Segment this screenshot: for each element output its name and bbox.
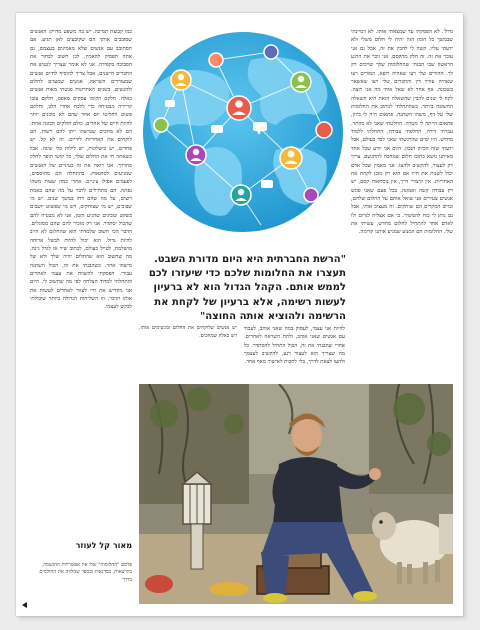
arrow-left-icon[interactable] <box>22 602 27 608</box>
pull-quote: "הרשת החברתית היא היום מדורת השבט. תעצרו את החלומות שלכם כדי שיעזרו לכם לממש אותם. הקהל הגדול הוא לא ברעיון לעשות רשימה, אלא ברעיון של לקחת את הרשימה ולהוציא אותה החוצה" <box>148 254 346 322</box>
author-byline: מאור קל לעוזר <box>75 541 132 550</box>
article-body-left-column: כמו קבוצת תמיכה. יש בה משפט מדויק: האנשים שסובבים אותך הם שקובעים לאן תגיע. אם תסתובב עם אנשים שלא מאמינים בעצמם, גם אתה תפסיק להאמין. לכן חשוב לבחור את הסביבה בקפידה. אני לא אומר שצריך לנטוש את החברים הישנים, אבל צריך להוסיף לחיים אנשים שמעוררים השראה, אנשים שמעזים לחלום ולהגשים. בשנים האחרונות פגשתי מאות אנשים כאלה. חלקם הקימו עסקים מאפס, חלקם עזבו קריירה מבטיחה כדי ללכת אחרי הלב, וחלקם פשוט החליטו יום אחד שהם לא מוכנים יותר לחיות חיים של אחרים. כולם חולקים תכונה אחת: הם לא מחכים שמישהו ייתן להם רשות. הם לוקחים את האחריות לידיים. זה לא קל. יש פחדים, יש כישלונות, יש לילות בלי שינה. אבל כשאתה חי את החלום שלך, כל קושי הופך לחלק מהדרך. אני רואה את זה בעיניים של האנשים שמגיעים לסדנאות. בהתחלה הם מהוססים, לפעמים אפילו ציניים. אחרי כמה שעות משהו נפתח. הם מתחילים לדבר על מה שהם באמת רוצים, על מה שהם דחו במשך שנים. יש מי שבוכים, יש מי שצוחקים, ויש מי שפשוט יושבים בשקט ומבינים שהגיע הזמן. אני לא מבטיח להם שהכול יסתדר. אני רק מזכיר להם שהם מסוגלים. הדבר הכי חשוב שלמדתי הוא שהחלום לא חייב להיות גדול. הוא יכול להיות לבשל ארוחה מושלמת, לטייל בעולם, לכתוב שיר או לגדל גינה. מה שחשוב הוא שהחלום יהיה שלך ולא של מישהו אחר. כשהבנתי את זה, הכול השתנה עבורי. הפסקתי להשוות את עצמי לאחרים והתחלתי למדוד הצלחה לפי מה שחשוב לי. היום אני מקדיש את חיי לעזור לאחרים לעשות את אותו הדבר, וזו השליחות הגדולה ביותר שיכולתי לבקש לעצמי. <box>30 29 132 311</box>
article-body-middle-right-column: להיות אני עצמי, לעסוק במה שאני אוהב, לעבוד עם אנשים שאני אוהב, ולתת השראה לאחרים. אחרי שהבנתי את זה, הכול התחיל להסתדר. כל מה שצריך הוא לעצור רגע, להקשיב לעצמך ולהעז לצאת לדרך, בלי לחכות לאישור מאף אחד. <box>244 326 345 366</box>
article-body-middle-left-column: יש אנשים שלוקחים את החלום ומגשימים אותו, ויש כאלה שמחכים. <box>139 325 237 339</box>
author-note: פרסם "החלומות" שלו את אפשרויות ההגשמה, בהרצאות, בסדנאות ובספר שמלווה את החולמים בדרך <box>39 562 132 583</box>
portrait-photo <box>139 384 453 604</box>
article-body-right-column: גדול'. לא הפסקתי עד שמצאתי אותו. לא דמיינתי שבמשך כל הזמן הזה יהיה לי חלום משלי ולא ידעתי עליו. קשה לי להבין את זה, אבל גם אני עובר את זה. זה חלק מהקסם. אני זוכר את הרגע הראשון שבו הבנתי שהחלומות שלך שייכים רק לך. ההורים שלי רצו שאהיה רופא, המורים רצו שאהיה עורך דין והחברים שלי רצו שאשאר בשכונה. אף אחד לא שאל אותי מה אני רוצה. לקח לי שנים להבין שהשאלה הזאת היא השאלה החשובה ביותר. כשהתחלתי לכתוב את החלומות שלי על דף, משהו השתנה. פתאום היה לי כיוון, פתאום הייתה לי מטרה. החלטתי שאני לא מוותר. עברתי דירה, החלפתי עבודה, התחלתי ללמוד מחדש. היו ימים שהרגשתי שאני לבד בעולם, אבל ידעתי שזה הכיוון הנכון. היום אני יודע שכל אחד מאיתנו נושא בתוכו חלום שמחכה להתגשם. צריך רק לעצור, להקשיב ולהעז. אני מאמין שכל אדם יכול לשנות את חייו אם הוא רק מוכן לקחת את האחריות. אין קיצורי דרך, אין נוסחאות קסם, יש רק עבודה קשה ואמונה. בכל פעם שאני פוגש אנשים צעירים אני שואל אותם על החלום שלהם, וברוב המקרים הם שותקים. זה מעציב אותי, אבל גם נותן לי כוח להמשיך. כי אם אצליח לגרום ולו לאדם אחד להתחיל לחלום מחדש, עשיתי את שלי. החלומות הם המנוע שמניע אותנו קדימה. <box>351 29 453 236</box>
social-network-globe-illustration <box>141 30 345 234</box>
magazine-page <box>16 13 463 616</box>
